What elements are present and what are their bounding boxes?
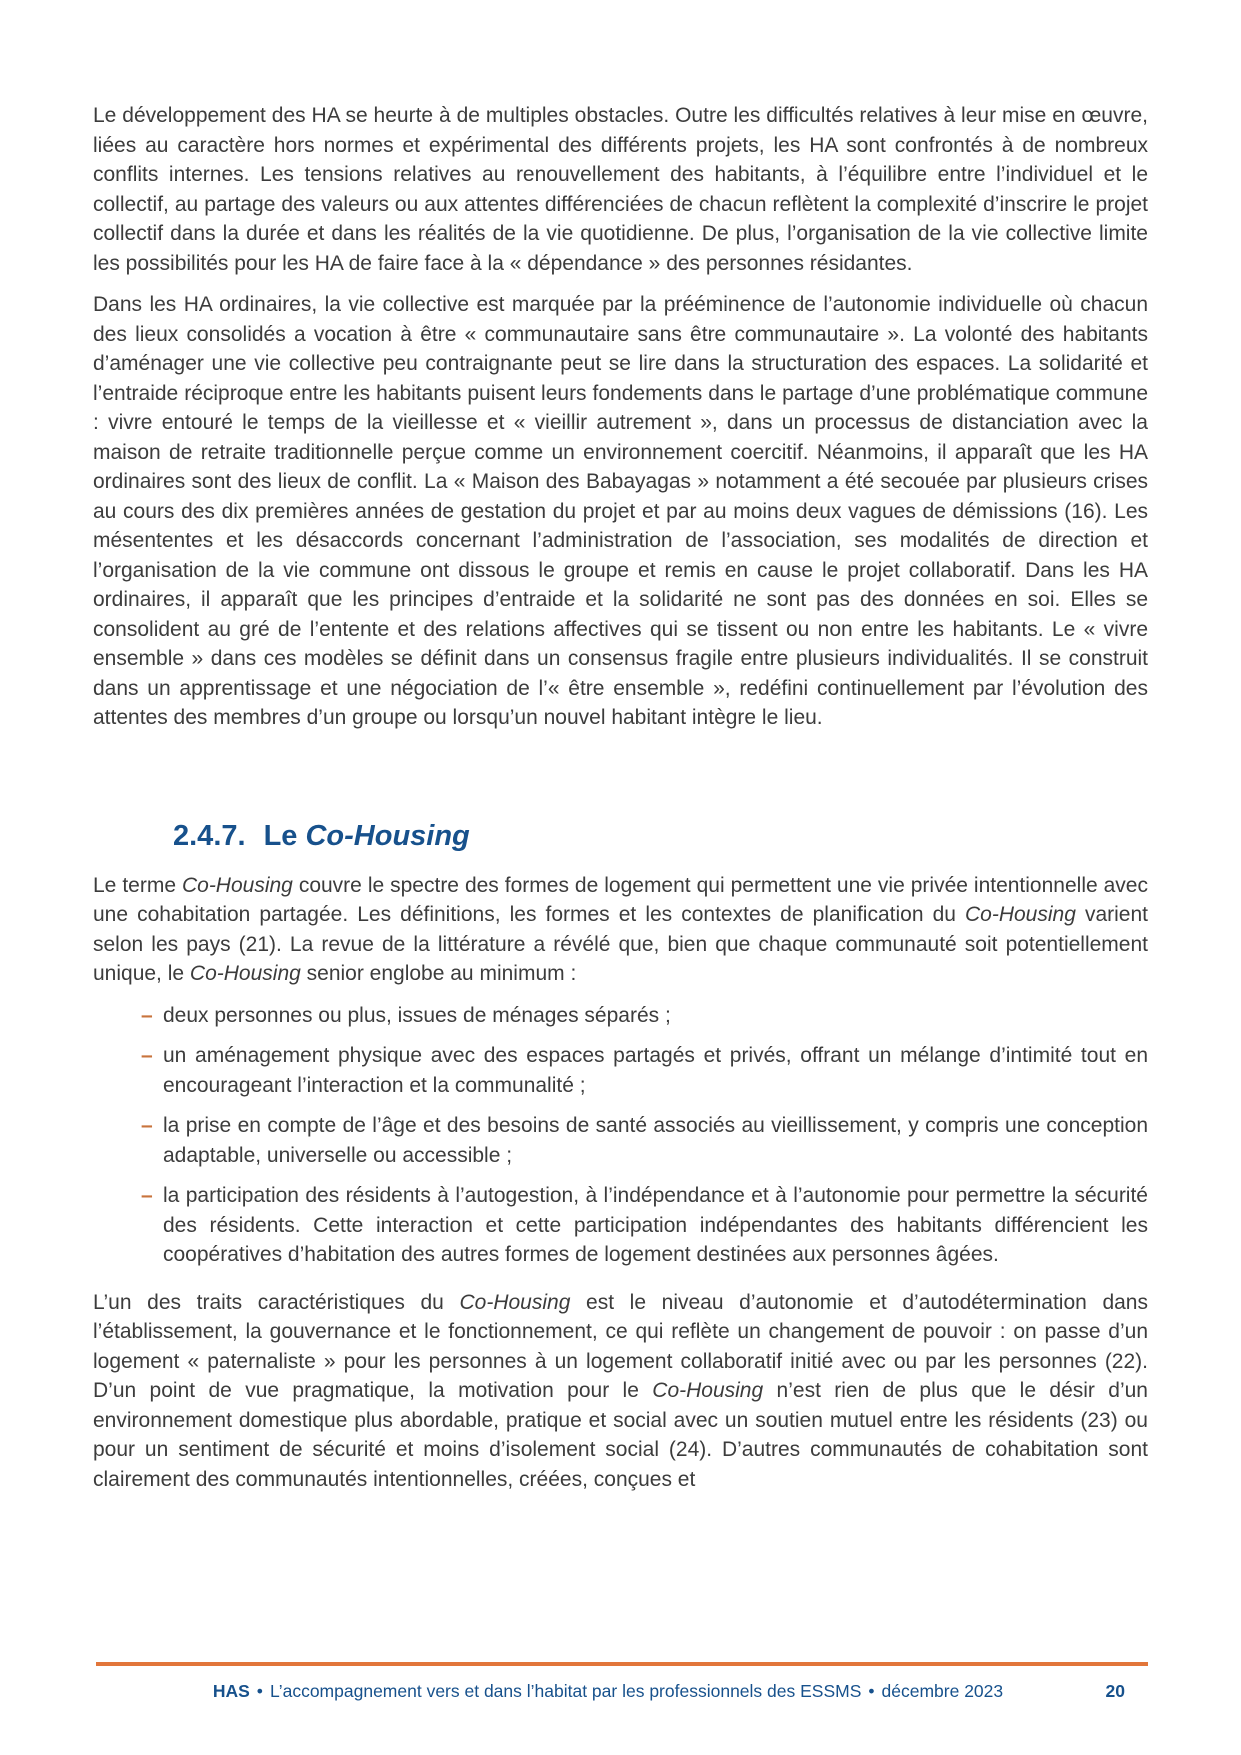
text-run: couvre le spectre des formes de logement qui permettent une vie privée intentionnelle avec une cohabitation partagée. Les définitions, les formes et les contextes de planification du (93, 873, 1148, 926)
text-run: varient selon les pays (21). La revue de la littérature a révélé que, bien que chaque communauté soit potentiellement unique, le (93, 903, 1148, 985)
list-item-text (163, 1181, 1148, 1270)
footer-brand: HAS (212, 1681, 250, 1701)
section-title (264, 819, 470, 854)
footer-date: décembre 2023 (881, 1681, 1004, 1701)
footer-text (93, 1681, 1123, 1702)
italic-text: Co-Housing (652, 1379, 764, 1402)
text-run: un aménagement physique avec des espaces partagés et privés, offrant un mélange d’intimité tout en encourageant l’interaction et la communalité ; (163, 1044, 1148, 1097)
text-run: est le niveau d’autonomie et d’autodétermination dans l’établissement, la gouvernance et le fonctionnement, ce qui reflète un changement de pouvoir : on passe d’un logement « paternaliste » pour les personnes à un logement collaboratif initié avec ou par les personnes (22). D’un point de vue pragmatique, la motivation pour le (93, 1290, 1148, 1402)
text-run: L’un des traits caractéristiques du (93, 1290, 460, 1314)
section-number: 2.4.7. (173, 819, 246, 852)
italic-text: Co-Housing (459, 1290, 571, 1314)
text-run: Le développement des HA se heurte à de multiples obstacles. Outre les difficultés relatives à leur mise en œuvre, liées au caractère hors normes et expérimental des différents projets, les HA sont confrontés à de nombreux conflits internes. Les tensions relatives au renouvellement des habitants, à l’équilibre entre l’individuel et le collectif, au partage des valeurs ou aux attentes différenciées de chacun reflètent la complexité d’inscrire le projet collectif dans la durée et dans les réalités de la vie quotidienne. De plus, l’organisation de la vie collective limite les possibilités pour les HA de faire face à la « dépendance » des personnes résidantes. (93, 104, 1148, 275)
dash-bullet-icon: – (141, 1044, 153, 1067)
italic-text: Co-Housing (189, 962, 301, 985)
page-number: 20 (1105, 1681, 1125, 1701)
paragraph (93, 1288, 1148, 1495)
text-run: la participation des résidents à l’autogestion, à l’indépendance et à l’autonomie pour permettre la sécurité des résidents. Cette interaction et cette participation indépendantes des habitants différencient les coopératives d’habitation des autres formes de logement destinées aux personnes âgées. (163, 1184, 1148, 1266)
text-run: n’est rien de plus que le désir d’un environnement domestique plus abordable, pratique et social avec un soutien mutuel entre les résidents (23) ou pour un sentiment de sécurité et moins d’isolement social (24). D’autres communautés de cohabitation sont clairement des communautés intentionnelles, créées, conçues et (93, 1379, 1148, 1491)
list-item (93, 1181, 1148, 1270)
footer-separator: • (256, 1681, 263, 1701)
text-run: Dans les HA ordinaires, la vie collective est marquée par la prééminence de l’autonomie individuelle où chacun des lieux consolidés a vocation à être « communautaire sans être communautaire ». La volonté des habitants d’aménager une vie collective peu contraignante peut se lire dans la structuration des espaces. La solidarité et l’entraide réciproque entre les habitants puisent leurs fondements dans le partage d’une problématique commune : vivre entouré le temps de la vieillesse et « vieillir autrement », dans un processus de distanciation avec la maison de retraite traditionnelle perçue comme un environnement coercitif. Néanmoins, il apparaît que les HA ordinaires sont des lieux de conflit. La « Maison des Babayagas » notamment a été secouée par plusieurs crises au cours des dix premières années de gestation du projet et par au moins deux vagues de démissions (16). Les mésententes et les désaccords concernant l’administration de l’association, ses modalités de direction et l’organisation de la vie commune ont dissous le groupe et remis en cause le projet collaboratif. Dans les HA ordinaires, il apparaît que les principes d’entraide et la solidarité ne sont pas des données en soi. Elles se consolident au gré de l’entente et des relations affectives qui se tissent ou non entre les habitants. Le « vivre ensemble » dans ces modèles se définit dans un consensus fragile entre plusieurs individualités. Il se construit dans un apprentissage et une négociation de l’« être ensemble », redéfini continuellement par l’évolution des attentes des membres d’un groupe ou lorsqu’un nouvel habitant intègre le lieu. (93, 293, 1148, 729)
list-item (93, 1001, 1148, 1031)
footer-separator: • (868, 1681, 875, 1701)
paragraph (93, 101, 1148, 278)
text-run: deux personnes ou plus, issues de ménages séparés ; (163, 1003, 671, 1027)
text-run: senior englobe au minimum : (300, 962, 577, 985)
list-item (93, 1111, 1148, 1170)
dash-bullet-icon: – (141, 1114, 153, 1137)
footer-title: L’accompagnement vers et dans l’habitat par les professionnels des ESSMS (269, 1681, 862, 1701)
dash-bullet-icon: – (141, 1184, 153, 1207)
text-run: Le terme (93, 873, 182, 897)
italic-text: Co-Housing (181, 873, 293, 897)
italic-text: Co-Housing (305, 819, 470, 852)
dash-bullet-icon: – (141, 1003, 153, 1027)
italic-text: Co-Housing (965, 903, 1076, 926)
text-run: la prise en compte de l’âge et des besoins de santé associés au vieillissement, y compris une conception adaptable, universelle ou accessible ; (163, 1114, 1148, 1167)
list-item (93, 1041, 1148, 1100)
paragraph (93, 871, 1148, 989)
paragraph (93, 290, 1148, 733)
text-run: Le (263, 819, 306, 852)
document-blocks (93, 101, 1148, 1506)
list-item-text (163, 1001, 1148, 1031)
list-item-text (163, 1111, 1148, 1170)
list-item-text (163, 1041, 1148, 1100)
bullet-list (93, 1001, 1148, 1270)
section-heading (93, 819, 1148, 854)
footer-rule (96, 1662, 1148, 1666)
